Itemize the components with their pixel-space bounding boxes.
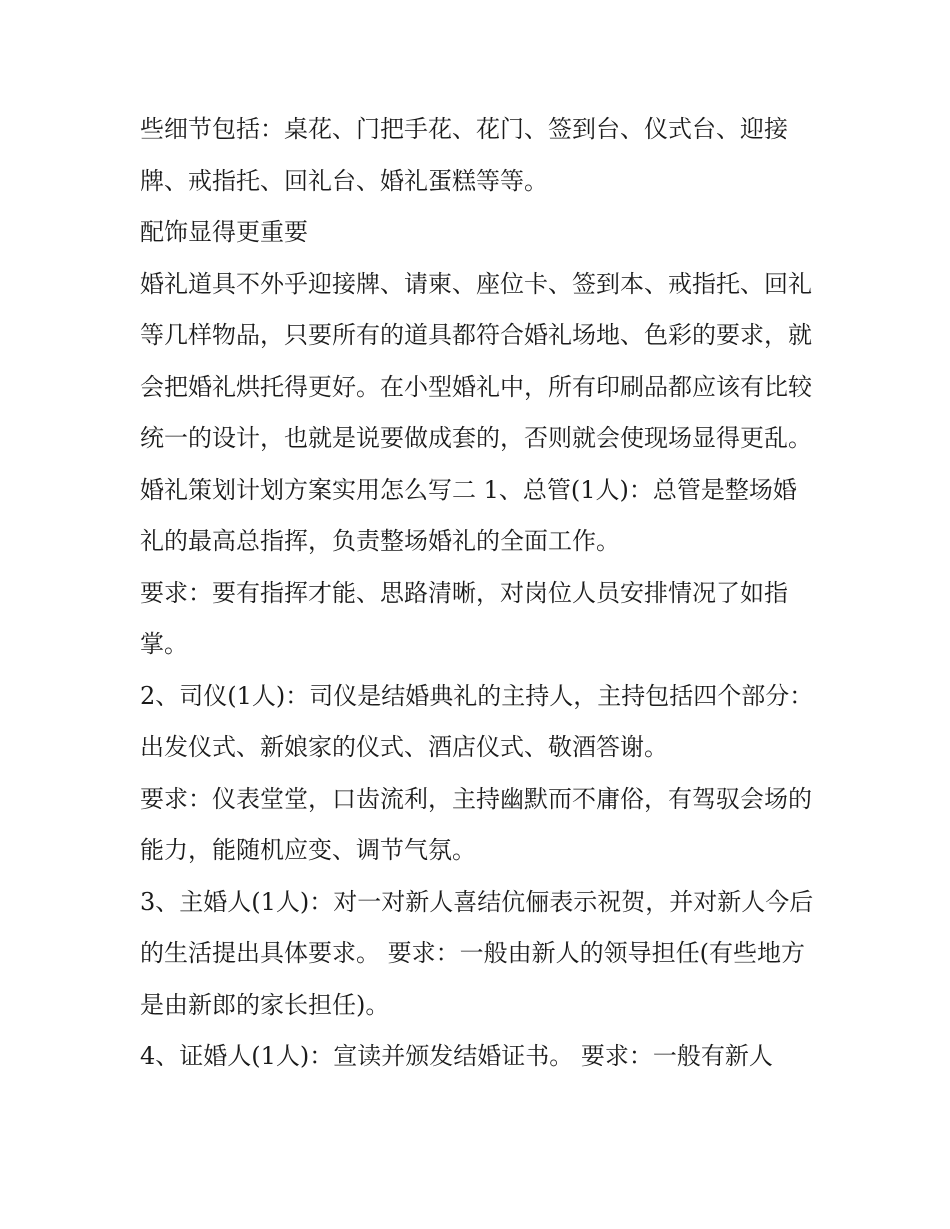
paragraph-decor-details: 些细节包括：桌花、门把手花、花门、签到台、仪式台、迎接牌、戒指托、回礼台、婚礼蛋糕等等。 <box>140 115 788 195</box>
paragraph-wedding-props: 婚礼道具不外乎迎接牌、请柬、座位卡、签到本、戒指托、回礼等几样物品，只要所有的道具都符合婚礼场地、色彩的要求，就会把婚礼烘托得更好。在小型婚礼中，所有印刷品都应该有比较统一的设计，也就是说要做成套的，否则就会使现场显得更乱。 <box>140 269 812 452</box>
paragraph-officiant: 3、主婚人(1人)：对一对新人喜结伉俪表示祝贺，并对新人今后的生活提出具体要求。 要求：一般由新人的领导担任(有些地方是由新郎的家长担任)。 <box>140 887 814 1019</box>
paragraph-emcee-requirements: 要求：仪表堂堂，口齿流利，主持幽默而不庸俗，有驾驭会场的能力，能随机应变、调节气氛。 <box>140 784 812 864</box>
paragraph-general-manager: 婚礼策划计划方案实用怎么写二 1、总管(1人)：总管是整场婚礼的最高总指挥，负责整场婚礼的全面工作。 <box>140 475 797 555</box>
paragraph-witness: 4、证婚人(1人)：宣读并颁发结婚证书。 要求：一般有新人 <box>140 1042 773 1070</box>
paragraph-manager-requirements: 要求：要有指挥才能、思路清晰，对岗位人员安排情况了如指掌。 <box>140 578 788 658</box>
document-body <box>140 104 820 1083</box>
paragraph-emcee: 2、司仪(1人)：司仪是结婚典礼的主持人，主持包括四个部分：出发仪式、新娘家的仪式、酒店仪式、敬酒答谢。 <box>140 681 814 761</box>
paragraph-heading-accessories: 配饰显得更重要 <box>140 218 308 246</box>
